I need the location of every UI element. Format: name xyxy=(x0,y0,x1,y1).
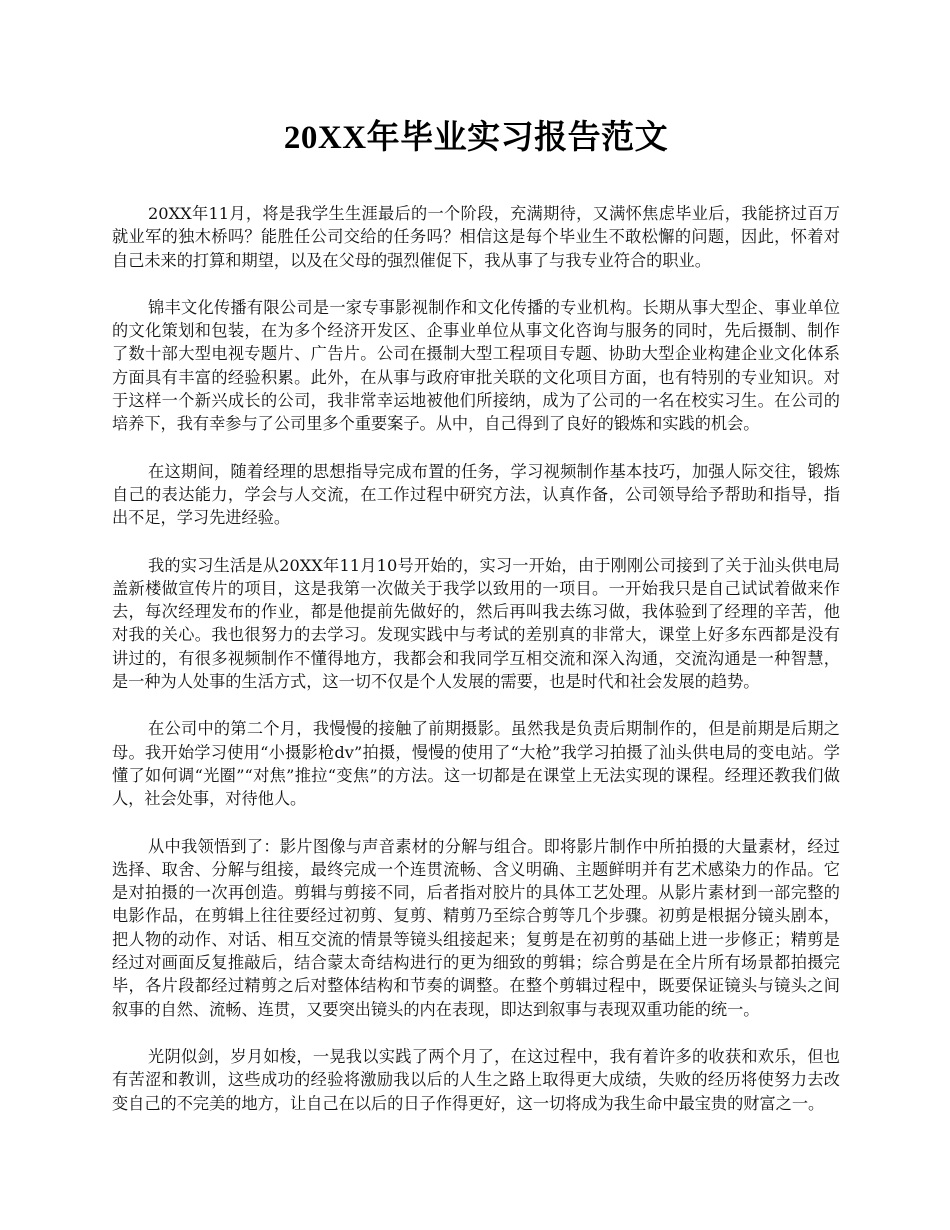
paragraph-company: 锦丰文化传播有限公司是一家专事影视制作和文化传播的专业机构。长期从事大型企、事业单位的文化策划和包装，在为多个经济开发区、企事业单位从事文化咨询与服务的同时，先后摄制、制作了数十部大型电视专题片、广告片。公司在摄制大型工程项目专题、协助大型企业构建企业文化体系方面具有丰富的经验积累。此外，在从事与政府审批关联的文化项目方面，也有特别的专业知识。对于这样一个新兴成长的公司，我非常幸运地被他们所接纳，成为了公司的一名在校实习生。在公司的培养下，我有幸参与了公司里多个重要案子。从中，自己得到了良好的锻炼和实践的机会。 xyxy=(112,297,840,434)
paragraph-intro: 20XX年11月，将是我学生生涯最后的一个阶段，充满期待，又满怀焦虑毕业后，我能挤过百万就业军的独木桥吗？能胜任公司交给的任务吗？相信这是每个毕业生不敢松懈的问题，因此，怀着对自己未来的打算和期望，以及在父母的强烈催促下，我从事了与我专业符合的职业。 xyxy=(112,204,840,270)
paragraph-conclusion: 光阴似剑，岁月如梭，一晃我以实践了两个月了，在这过程中，我有着许多的收获和欢乐，但也有苦涩和教训，这些成功的经验将激励我以后的人生之路上取得更大成绩，失败的经历将使努力去改变自己的不完美的地方，让自己在以后的日子作得更好，这一切将成为我生命中最宝贵的财富之一。 xyxy=(112,1046,840,1113)
paragraph-start: 我的实习生活是从20XX年11月10号开始的，实习一开始，由于刚刚公司接到了关于汕头供电局盖新楼做宣传片的项目，这是我第一次做关于我学以致用的一项目。一开始我只是自己试试着做来作去，每次经理发布的作业，都是他提前先做好的，然后再叫我去练习做，我体验到了经理的辛苦，他对我的关心。我也很努力的去学习。发现实践中与考试的差别真的非常大，课堂上好多东西都是没有讲过的，有很多视频制作不懂得地方，我都会和我同学互相交流和深入沟通，交流沟通是一种智慧，是一种为人处事的生活方式，这一切不仅是个人发展的需要，也是时代和社会发展的趋势。 xyxy=(112,555,840,692)
document-page xyxy=(112,112,840,1139)
paragraph-second-month: 在公司中的第二个月，我慢慢的接触了前期摄影。虽然我是负责后期制作的，但是前期是后期之母。我开始学习使用“小摄影枪dv”拍摄，慢慢的使用了“大枪”我学习拍摄了汕头供电局的变电站。学懂了如何调“光圈”“对焦”推拉“变焦”的方法。这一切都是在课堂上无法实现的课程。经理还教我们做人，社会处事，对待他人。 xyxy=(112,719,840,809)
paragraph-period: 在这期间，随着经理的思想指导完成布置的任务，学习视频制作基本技巧，加强人际交往，锻炼自己的表达能力，学会与人交流，在工作过程中研究方法，认真作备，公司领导给予帮助和指导，指出不足，学习先进经验。 xyxy=(112,461,840,528)
document-title: 20XX年毕业实习报告范文 xyxy=(283,120,669,156)
paragraph-editing: 从中我领悟到了：影片图像与声音素材的分解与组合。即将影片制作中所拍摄的大量素材，经过选择、取舍、分解与组接，最终完成一个连贯流畅、含义明确、主题鲜明并有艺术感染力的作品。它是对拍摄的一次再创造。剪辑与剪接不同，后者指对胶片的具体工艺处理。从影片素材到一部完整的电影作品，在剪辑上往往要经过初剪、复剪、精剪乃至综合剪等几个步骤。初剪是根据分镜头剧本，把人物的动作、对话、相互交流的情景等镜头组接起来；复剪是在初剪的基础上进一步修正；精剪是经过对画面反复推敲后，结合蒙太奇结构进行的更为细致的剪辑；综合剪是在全片所有场景都拍摄完毕，各片段都经过精剪之后对整体结构和节奏的调整。在整个剪辑过程中，既要保证镜头与镜头之间叙事的自然、流畅、连贯，又要突出镜头的内在表现，即达到叙事与表现双重功能的统一。 xyxy=(112,836,840,1019)
